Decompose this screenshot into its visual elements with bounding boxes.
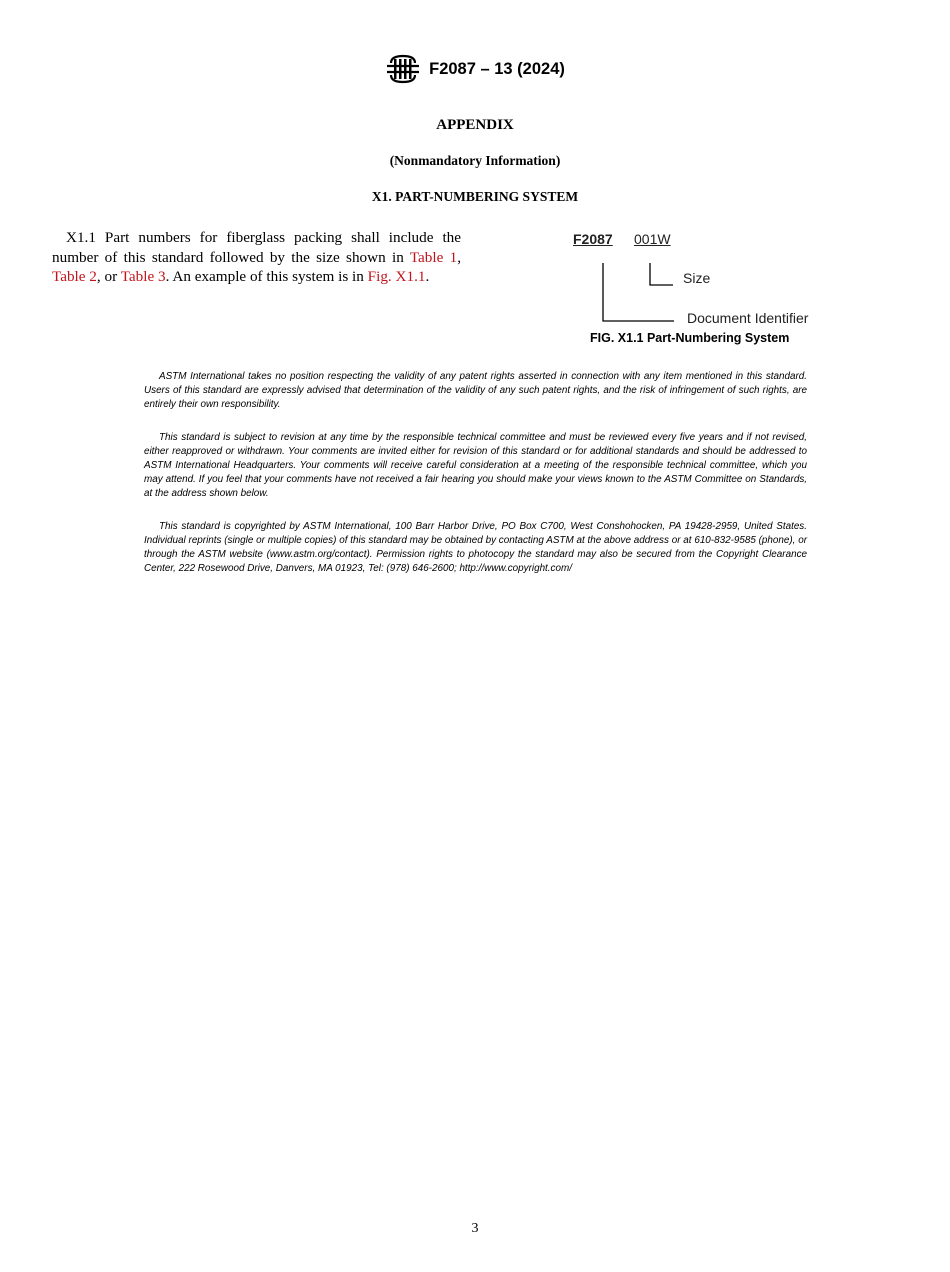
paragraph-separator: , [457, 248, 461, 266]
doc-id-connector-line [603, 263, 674, 321]
document-code: F2087 [573, 231, 613, 247]
patent-notice [144, 370, 807, 412]
nonmandatory-note: (Nonmandatory Information) [389, 153, 561, 168]
part-number-diagram-lines [590, 255, 680, 325]
paragraph-text: . An example of this system is in [165, 268, 368, 286]
revision-notice [144, 431, 807, 501]
paragraph-x1-1 [52, 228, 461, 287]
size-connector-line [650, 263, 673, 285]
paragraph-text: . [425, 268, 430, 286]
copyright-notice [144, 520, 807, 576]
paragraph-line-1: X1.1 Part numbers for fiberglass packing shall include the [66, 229, 461, 246]
table-2-link[interactable]: Table 2 [52, 268, 97, 286]
standard-designation: F2087 – 13 (2024) [429, 59, 565, 78]
page-number: 3 [471, 1221, 479, 1236]
fig-x1-1-link[interactable]: Fig. X1.1 [367, 268, 426, 286]
paragraph-rest [52, 248, 461, 287]
astm-logo-icon [385, 53, 421, 85]
patent-notice-text: ASTM International takes no position respecting the validity of any patent rights asserted in connection with any item mentioned in this standard. Users of this standard are expressly advised that determination of the validity of any such patent rights, and the risk of infringement of such rights, are entirely their own responsibility. [144, 371, 807, 410]
page-header [0, 52, 950, 86]
paragraph-separator: , or [96, 268, 121, 286]
document-identifier-label: Document Identifier [687, 310, 809, 326]
copyright-notice-text: This standard is copyrighted by ASTM International, 100 Barr Harbor Drive, PO Box C700, West Conshohocken, PA 19428-2959, United States. Individual reprints (single or multiple copies) of this standard may be obtained by contacting ASTM at the above address or at 610-832-9585 (phone), or through the ASTM website (www.astm.org/contact). Permission rights to photocopy the standard may also be secured from the Copyright Clearance Center, 222 Rosewood Drive, Danvers, MA 01923, Tel: (978) 646-2600; http://www.copyright.com/ [144, 521, 807, 574]
paragraph-text: number of this standard followed by the size shown in [52, 248, 410, 266]
table-3-link[interactable]: Table 3 [120, 268, 166, 286]
size-code: 001W [634, 231, 671, 247]
revision-notice-text: This standard is subject to revision at any time by the responsible technical committee and must be reviewed every five years and if not revised, either reapproved or withdrawn. Your comments are invited either for revision of this standard or for additional standards and should be addressed to ASTM International Headquarters. Your comments will receive careful consideration at a meeting of the responsible technical committee, which you may attend. If you feel that your comments have not received a fair hearing you should make your views known to the ASTM Committee on Standards, at the address shown below. [144, 432, 807, 499]
table-1-link[interactable]: Table 1 [409, 248, 458, 266]
size-label: Size [683, 270, 711, 286]
figure-caption: FIG. X1.1 Part-Numbering System [590, 331, 790, 345]
appendix-title: APPENDIX [436, 117, 514, 133]
section-heading: X1. PART-NUMBERING SYSTEM [371, 189, 579, 204]
